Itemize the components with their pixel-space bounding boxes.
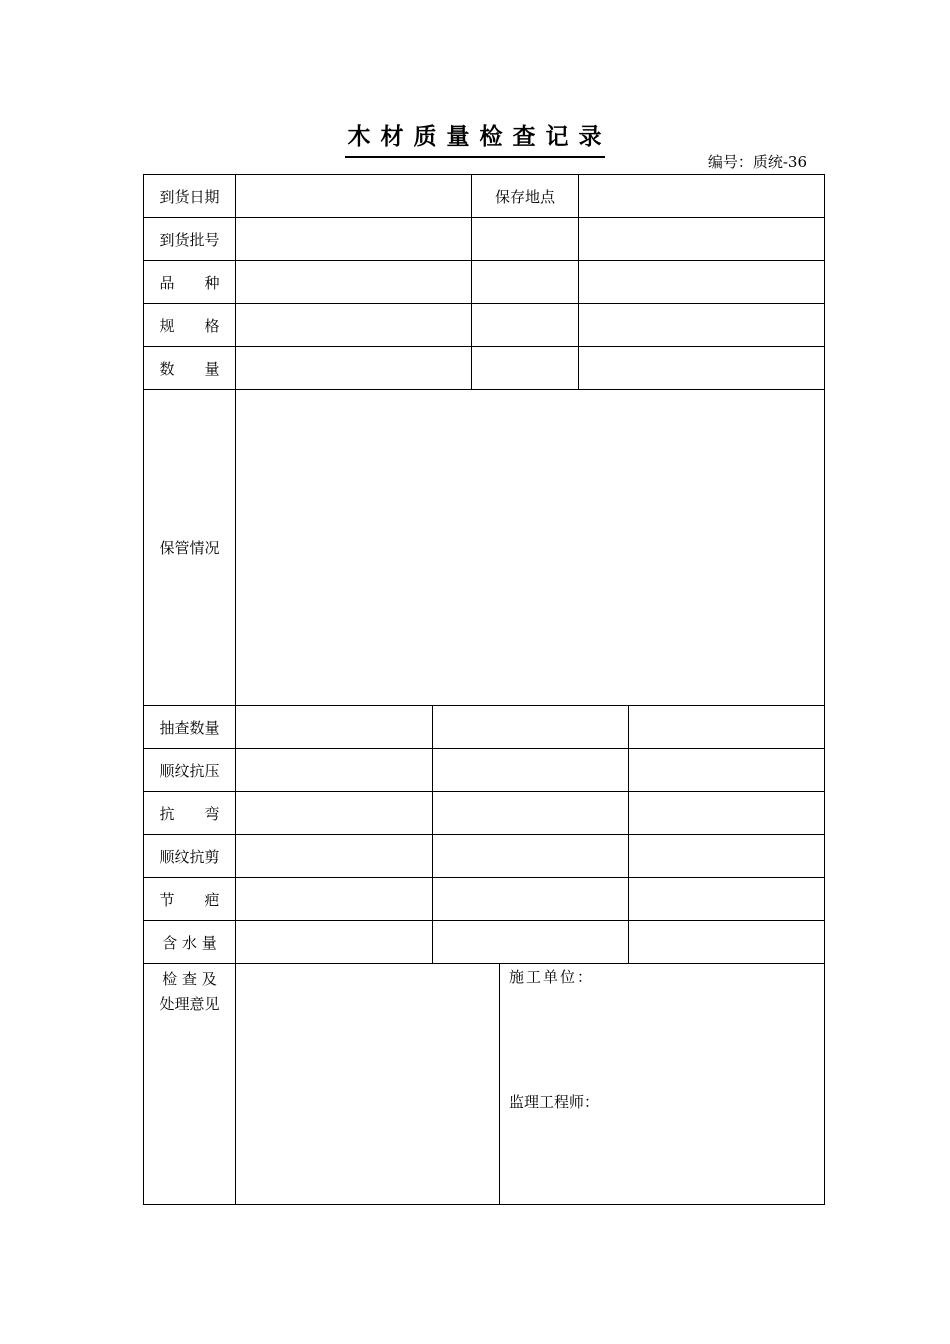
row-label-storage-condition: 保管情况	[143, 389, 235, 705]
compression-field-3[interactable]	[628, 748, 825, 791]
batch-number-extra-field[interactable]	[578, 217, 825, 260]
bending-field-3[interactable]	[628, 791, 825, 834]
batch-number-mid-field[interactable]	[471, 217, 578, 260]
bending-field-2[interactable]	[432, 791, 628, 834]
row-label-compression-parallel: 顺纹抗压	[143, 748, 235, 791]
moisture-field-1[interactable]	[235, 920, 432, 963]
variety-mid-field[interactable]	[471, 260, 578, 303]
knots-field-1[interactable]	[235, 877, 432, 920]
batch-number-field[interactable]	[235, 217, 471, 260]
moisture-field-2[interactable]	[432, 920, 628, 963]
row-label-storage-location: 保存地点	[471, 174, 578, 217]
inspection-opinion-field[interactable]	[235, 963, 499, 1205]
shear-field-2[interactable]	[432, 834, 628, 877]
form-code: 编号：质统-36	[707, 153, 807, 171]
row-label-arrival-date: 到货日期	[143, 174, 235, 217]
row-label-quantity: 数 量	[143, 346, 235, 389]
row-label-variety: 品 种	[143, 260, 235, 303]
row-label-sample-quantity: 抽查数量	[143, 705, 235, 748]
supervisor-label: 监理工程师：	[509, 1093, 600, 1111]
knots-field-3[interactable]	[628, 877, 825, 920]
variety-extra-field[interactable]	[578, 260, 825, 303]
signature-area[interactable]	[499, 963, 825, 1205]
bending-field-1[interactable]	[235, 791, 432, 834]
arrival-date-field[interactable]	[235, 174, 471, 217]
row-label-shear-parallel: 顺纹抗剪	[143, 834, 235, 877]
inspection-table	[143, 174, 825, 1205]
storage-location-field[interactable]	[578, 174, 825, 217]
page-title	[0, 120, 950, 158]
compression-field-1[interactable]	[235, 748, 432, 791]
quantity-field[interactable]	[235, 346, 471, 389]
row-label-batch-number: 到货批号	[143, 217, 235, 260]
moisture-field-3[interactable]	[628, 920, 825, 963]
table-bottom-border	[143, 1204, 825, 1205]
storage-condition-field[interactable]	[235, 389, 825, 705]
title-text: 木 材 质 量 检 查 记 录	[345, 120, 604, 158]
row-label-inspection-opinion: 检 查 及 处理意见	[143, 963, 235, 1205]
specification-mid-field[interactable]	[471, 303, 578, 346]
construction-unit-label: 施工单位：	[509, 968, 595, 986]
table-right-border	[824, 174, 825, 1205]
sample-quantity-field-2[interactable]	[432, 705, 628, 748]
shear-field-1[interactable]	[235, 834, 432, 877]
knots-field-2[interactable]	[432, 877, 628, 920]
sample-quantity-field-1[interactable]	[235, 705, 432, 748]
quantity-mid-field[interactable]	[471, 346, 578, 389]
row-label-moisture-content: 含 水 量	[143, 920, 235, 963]
variety-field[interactable]	[235, 260, 471, 303]
row-label-knots: 节 疤	[143, 877, 235, 920]
quantity-extra-field[interactable]	[578, 346, 825, 389]
sample-quantity-field-3[interactable]	[628, 705, 825, 748]
shear-field-3[interactable]	[628, 834, 825, 877]
compression-field-2[interactable]	[432, 748, 628, 791]
row-label-specification: 规 格	[143, 303, 235, 346]
specification-field[interactable]	[235, 303, 471, 346]
row-label-bending: 抗 弯	[143, 791, 235, 834]
specification-extra-field[interactable]	[578, 303, 825, 346]
